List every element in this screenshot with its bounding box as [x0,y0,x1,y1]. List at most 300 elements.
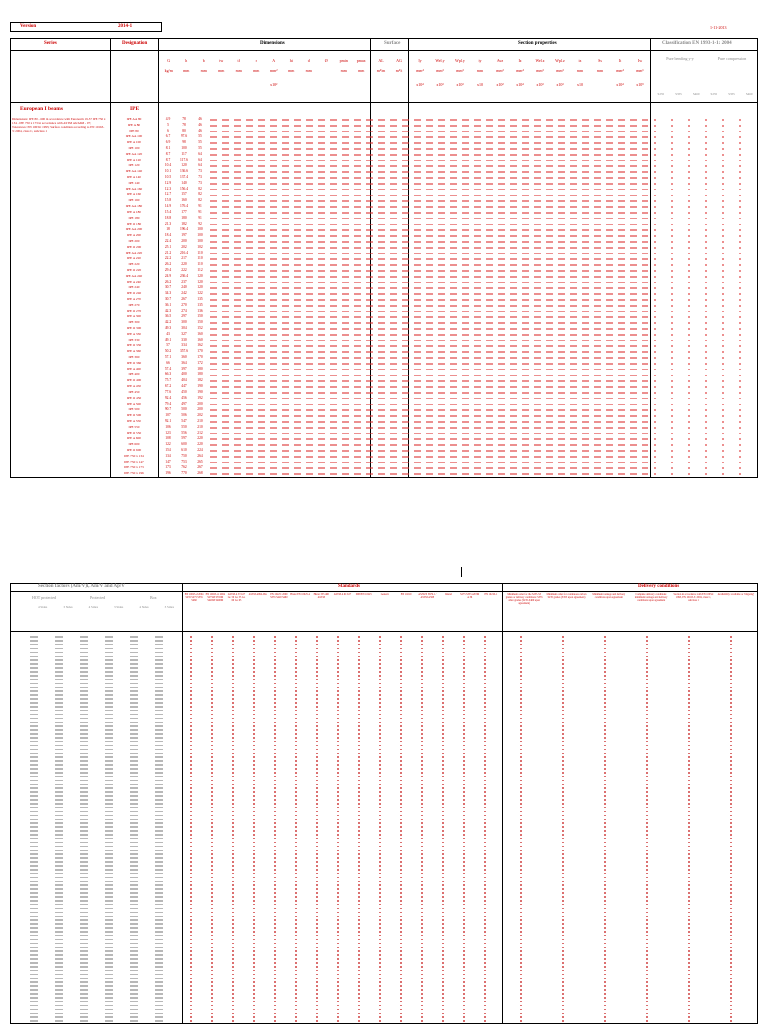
height-cell: 157 [181,192,187,197]
standards-values-band [190,896,500,898]
delivery-values-band [520,640,750,642]
delivery-values-band [520,636,750,638]
width-cell: 110 [197,250,203,255]
dimension-unit: mm [183,68,190,73]
standards-values-band [190,780,500,782]
sides-label: 3 Sides [63,605,73,609]
width-cell: 135 [197,297,203,301]
delivery-values-band [520,985,750,987]
mass-cell: 21.3 [164,221,172,226]
height-cell: 120 [181,163,187,168]
dimension-symbol: pmin [339,58,348,63]
standards-values-band [190,822,500,824]
standards-values-band [190,900,500,902]
designation-cell: IPE O 300 [126,326,142,331]
standards-values-band [190,838,500,840]
standards-values-band [190,729,500,731]
standards-values-band [190,733,500,735]
row-values-band [210,351,648,353]
surface-symbols [372,58,408,98]
designation-cell: IPE A 400 [127,366,141,371]
designation-cell: IPE AA 240 [125,273,143,278]
standards-values-band [190,768,500,770]
property-unit: mm³ [556,68,564,73]
classification-values-band [654,386,754,388]
delivery-values-band [520,974,750,976]
property-scale: x10⁴ [416,82,424,87]
mass-cell: 77.6 [164,389,172,394]
standard-column-header: Generic [380,593,389,596]
height-cell: 80 [182,128,186,133]
delivery-values-band [520,958,750,960]
delivery-values-band [520,993,750,995]
section-factor-values-band [30,663,180,665]
delivery-values-band [520,722,750,724]
section-factor-values-band [30,873,180,875]
mass-cell: 29.4 [164,267,172,272]
standards-values-band [190,819,500,821]
section-factor-values-band [30,1016,180,1018]
standards-values-band [190,943,500,945]
classification-values-band [654,380,754,382]
delivery-values-band [520,935,750,937]
class-col-label: S235 [710,92,718,96]
sides-labels [30,605,182,613]
dimension-scale: x10² [270,82,278,87]
height-cell: 500 [181,407,187,412]
width-cell: 64 [198,163,202,168]
section-factor-values-band [30,648,180,650]
standards-values-band [190,698,500,700]
standards-values-band [190,962,500,964]
width-cell: 120 [197,273,203,278]
delivery-values-band [520,919,750,921]
row-values-band [210,345,648,347]
row-values-band [210,404,648,406]
height-cell: 397 [181,366,187,371]
width-cell: 55 [198,140,202,145]
delivery-values-band [520,850,750,852]
height-cell: 600 [181,442,187,447]
section-factor-values-band [30,943,180,945]
section-factor-values-band [30,834,180,836]
designation-cell: IPE A 450 [127,384,141,389]
mass-cell: 108 [165,436,171,441]
delivery-values-band [520,923,750,925]
standards-values-band [190,947,500,949]
standards-values-band [190,861,500,863]
standards-values-band [190,741,500,743]
row-values-band [210,334,648,336]
section-factor-values-band [30,993,180,995]
dimensions-header: Dimensions [260,41,285,46]
mass-cell: 12.3 [164,186,172,191]
width-cell: 55 [198,146,202,151]
designation-cell: IPE O 180 [126,221,142,226]
classification-values-band [654,415,754,417]
classification-values-band [654,444,754,446]
standard-column-header: DIN/EN 10225 [355,593,372,596]
section-factor-values-band [30,671,180,673]
standards-values-band [190,989,500,991]
delivery-values-band [520,729,750,731]
delivery-header: Delivery conditions [638,584,680,589]
delivery-values-band [520,768,750,770]
dimension-symbol: pmax [356,58,366,63]
property-symbol: iz [578,58,582,63]
width-cell: 200 [197,407,203,412]
sides-label: 4 Sides [88,605,98,609]
delivery-values-band [520,652,750,654]
delivery-values-band [520,989,750,991]
width-cell: 112 [197,267,203,272]
property-unit: mm [596,68,604,73]
section-factor-values-band [30,950,180,952]
property-scale: x10⁴ [616,82,624,87]
section-factor-values-band [30,811,180,813]
standards-values-band [190,679,500,681]
delivery-values-band [520,791,750,793]
standards-values-band [190,993,500,995]
section-factor-values-band [30,892,180,894]
row-values-band [210,258,648,260]
section-factor-values-band [30,954,180,956]
width-cell: 135 [197,302,203,307]
section-factor-values-band [30,799,180,801]
section-factor-values-band [30,958,180,960]
row-values-band [210,444,648,446]
dimension-unit: kg/m [164,68,173,73]
section-factor-values-band [30,981,180,983]
standards-values-band [190,772,500,774]
property-unit: mm [576,68,584,73]
section-factor-values-band [30,962,180,964]
section-factor-values-band [30,900,180,902]
mass-cell: 134 [165,453,171,458]
property-symbol: Iz [518,58,522,63]
delivery-values-band [520,745,750,747]
property-unit: mm² [496,68,504,73]
designation-cell: IPE O 500 [126,413,142,418]
row-values-band [210,224,648,226]
section-factor-values-band [30,683,180,685]
height-cell: 78 [182,117,186,121]
height-cell: 364 [181,360,187,365]
designation-cell: IPE 450 [128,389,140,394]
classification-values-band [654,287,754,289]
width-cell: 102 [197,244,203,249]
section-factor-values-band [30,1009,180,1011]
section-factor-values-band [30,667,180,669]
classification-values-band [654,404,754,406]
mass-cell: 106 [165,424,171,429]
classification-values-band [654,258,754,260]
designation-cell: IPE 80 [129,128,139,133]
section-factor-values-band [30,780,180,782]
delivery-values-band [520,753,750,755]
standards-values-band [190,884,500,886]
standards-values-band [190,714,500,716]
section-factor-values-band [30,850,180,852]
delivery-values-band [520,807,750,809]
property-unit: mm⁴ [516,68,524,73]
row-values-band [210,160,648,162]
mass-cell: 24.9 [164,273,172,278]
section-factor-values-band [30,706,180,708]
standards-values-band [190,753,500,755]
width-cell: 100 [197,238,203,243]
standards-values-band [190,970,500,972]
standards-values-band [190,954,500,956]
classification-values-band [654,438,754,440]
section-factor-values-band [30,978,180,980]
mass-cell: 92.4 [164,395,172,400]
standards-values-band [190,710,500,712]
standards-values-band [190,675,500,677]
standards-values-band [190,652,500,654]
section-factor-values-band [30,947,180,949]
delivery-values-band [520,970,750,972]
delivery-values-band [520,1001,750,1003]
classification-values-band [654,334,754,336]
mass-cell: 26.2 [164,279,172,284]
height-cell: 550 [181,424,187,429]
height-cell: 330 [181,337,187,342]
height-cell: 196.4 [179,227,189,232]
section-factor-values-band [30,690,180,692]
surface-unit: m²/t [395,68,403,73]
standards-values-band [190,1001,500,1003]
delivery-values-band [520,760,750,762]
property-scale: x10³ [456,82,464,87]
section-factor-values-band [30,1001,180,1003]
height-cell: 267 [181,297,187,301]
section-factor-values-band [30,710,180,712]
width-cell: 212 [197,430,203,435]
standards-values-band [190,667,500,669]
height-cell: 220 [181,262,187,267]
delivery-values-band [520,784,750,786]
section-factor-values-band [30,916,180,918]
standards-values-band [190,950,500,952]
designation-cell: IPE 400 [128,372,140,377]
width-cell: 170 [197,355,203,360]
row-values-band [210,218,648,220]
standard-column-header: Histar EN 10025-4 [290,593,310,596]
page-break-mark [461,567,462,577]
section-factor-values-band [30,970,180,972]
row-values-band [210,229,648,231]
height-cell: 450 [181,389,187,394]
delivery-values-band [520,861,750,863]
designation-cell: IPE 140 [128,180,140,185]
standards-values-band [190,853,500,855]
height-cell: 327 [181,331,187,336]
row-values-band [210,299,648,301]
delivery-values-band [520,737,750,739]
dimension-unit: mm [200,68,207,73]
classification-values-band [654,189,754,191]
mass-cell: 196 [165,471,171,476]
mass-cell: 36.5 [164,314,172,319]
property-symbol: Wpl.z [555,58,565,63]
section-factor-values-band [30,776,180,778]
delivery-values-band [520,663,750,665]
section-factor-values-band [30,768,180,770]
designation-cell: IPE AA 220 [125,250,143,255]
height-cell: 137.4 [179,175,189,180]
section-factor-values-band [30,729,180,731]
delivery-values-band [520,799,750,801]
width-cell: 160 [197,331,203,336]
row-values-band [210,450,648,452]
width-cell: 46 [198,122,202,127]
classification-values-band [654,131,754,133]
mass-cell: 15.8 [164,198,172,203]
width-cell: 73 [198,169,202,174]
classification-values-band [654,212,754,214]
height-cell: 357.6 [179,349,189,354]
section-factor-values-band [30,966,180,968]
row-values-band [210,316,648,318]
height-cell: 297 [181,314,187,319]
section-factor-values-band [30,679,180,681]
width-cell: 210 [197,418,203,423]
dimension-symbol: b [202,58,205,63]
standards-values-band [190,702,500,704]
classification-values-band [654,369,754,371]
section-factor-values-band [30,830,180,832]
delivery-values-band [520,776,750,778]
height-cell: 770 [181,471,187,476]
section-factor-values-band [30,784,180,786]
width-cell: 46 [198,117,202,121]
row-values-band [210,253,648,255]
designation-cell: IPE O 360 [126,360,142,365]
height-cell: 300 [181,320,187,325]
width-cell: 224 [197,447,203,452]
designation-cell: IPE 750 x 196 [124,471,144,476]
standards-values-band [190,974,500,976]
designation-cell: IPE AA 80 [126,117,142,121]
delivery-columns [504,593,758,629]
standards-values-band [190,683,500,685]
mass-cell: 18 [166,227,170,232]
width-cell: 64 [198,151,202,156]
mass-cell: 42.3 [164,308,172,313]
standards-values-band [190,1013,500,1015]
classification-values-band [654,293,754,295]
standards-values-band [190,1016,500,1018]
row-values-band [210,189,648,191]
designation-cell: IPE A 100 [127,140,141,145]
section-factor-values-band [30,714,180,716]
delivery-values-band [520,869,750,871]
section-factor-values-band [30,702,180,704]
designation-cell: IPE O 400 [126,378,142,383]
section-factor-values-band [30,725,180,727]
row-values-band [210,409,648,411]
class-col-label: S460 [745,92,753,96]
width-cell: 91 [198,215,202,220]
standards-values-band [190,881,500,883]
mass-cell: 4.9 [165,117,171,121]
width-cell: 267 [197,465,203,470]
classification-header: Classification EN 1993-1-1: 2004 [662,41,732,46]
section-factor-values-band [30,733,180,735]
standards-values-band [190,803,500,805]
delivery-values-band [520,822,750,824]
width-cell: 220 [197,436,203,441]
standards-values-band [190,908,500,910]
delivery-column-header: Availability: available or 'Ongoing' [717,593,755,596]
delivery-column-header: Minimum order for continuous carbon S235 grades (S355 upon agreement) [546,593,587,599]
height-cell: 202 [181,244,187,249]
designation-cell: IPE O 200 [126,244,142,249]
delivery-values-band [520,881,750,883]
standards-values-band [190,784,500,786]
section-factor-values-band [30,884,180,886]
mass-cell: 8.7 [165,151,171,156]
delivery-values-band [520,908,750,910]
classification-values-band [654,229,754,231]
section-factor-values-band [30,745,180,747]
height-cell: 197 [181,233,187,238]
delivery-values-band [520,838,750,840]
mass-cell: 10.5 [164,175,172,180]
designation-cell: IPE A 360 [127,349,141,354]
delivery-values-band [520,927,750,929]
standards-values-band [190,978,500,980]
delivery-values-band [520,896,750,898]
classification-values-band [654,409,754,411]
height-cell: 274 [181,308,187,313]
section-factor-values-band [30,822,180,824]
standards-values-band [190,706,500,708]
class-col-label: S460 [692,92,700,96]
hot-protected-label: HOT protected [32,595,57,600]
height-cell: 334 [181,343,187,348]
delivery-values-band [520,811,750,813]
section-factor-values-band [30,919,180,921]
row-values-band [210,165,648,167]
classification-columns [652,92,758,100]
standards-values-band [190,718,500,720]
classification-values-band [654,224,754,226]
mass-cell: 147 [165,459,171,464]
section-factor-values-band [30,912,180,914]
mass-cell: 50.2 [164,349,172,354]
section-factor-values-band [30,888,180,890]
classification-values-band [654,264,754,266]
section-row [110,471,758,477]
width-cell: 202 [197,413,203,418]
property-unit: mm³ [436,68,444,73]
mass-cell: 22.4 [164,238,172,243]
height-cell: 180 [181,215,187,220]
section-properties-header: Section properties [518,41,557,46]
delivery-values-band [520,702,750,704]
width-cell: 120 [197,279,203,284]
dimension-symbol: r [255,58,257,63]
classification-values-band [654,328,754,330]
dimension-unit: mm [340,68,347,73]
property-scale: x10³ [536,82,544,87]
property-unit: mm³ [456,68,464,73]
property-symbols [410,58,650,98]
width-cell: 110 [197,256,203,261]
designation-cell: IPE 750 x 134 [124,453,144,458]
